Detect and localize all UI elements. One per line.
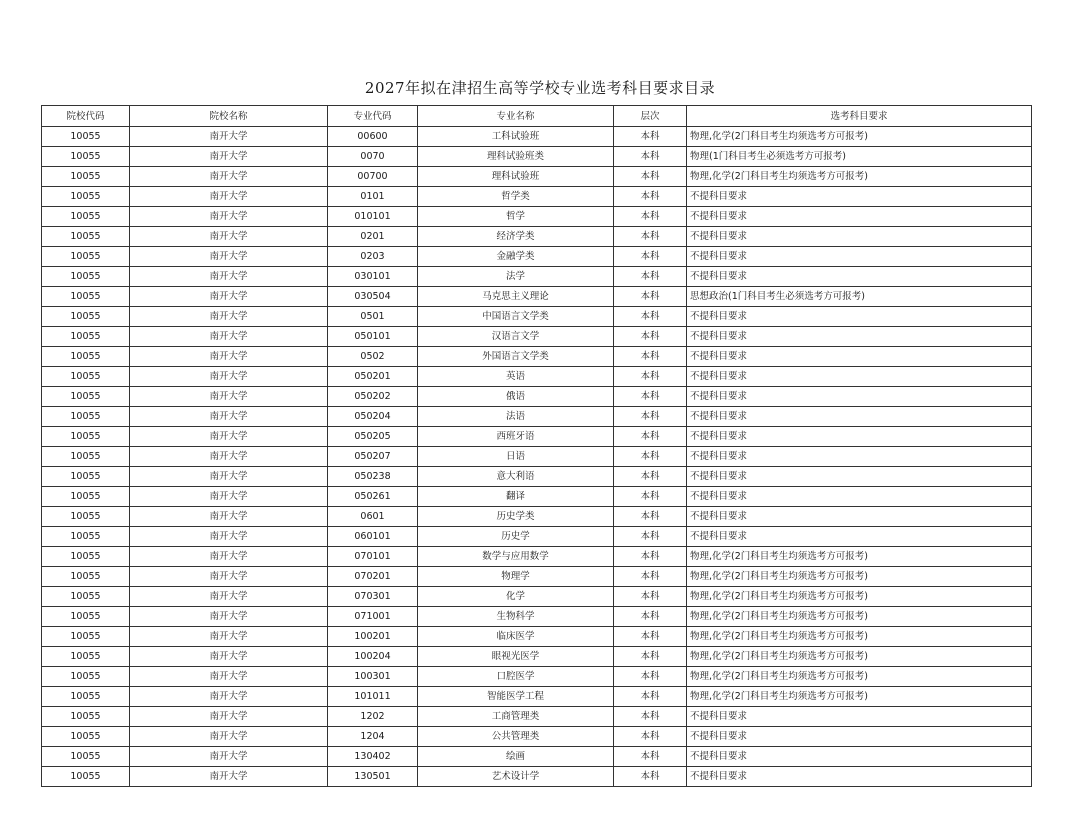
document-title: 2027年拟在津招生高等学校专业选考科目要求目录 [364, 79, 716, 97]
cell-institution-name: 南开大学 [130, 567, 328, 587]
cell-requirement: 不提科目要求 [687, 187, 1032, 207]
cell-major-code: 100301 [328, 667, 418, 687]
cell-institution-code: 10055 [42, 467, 130, 487]
cell-requirement: 不提科目要求 [687, 747, 1032, 767]
table-row [42, 747, 1032, 767]
cell-major-name: 马克思主义理论 [418, 287, 614, 307]
cell-level: 本科 [614, 367, 687, 387]
cell-requirement: 不提科目要求 [687, 707, 1032, 727]
cell-requirement: 思想政治(1门科目考生必须选考方可报考) [687, 287, 1032, 307]
cell-institution-name: 南开大学 [130, 547, 328, 567]
cell-institution-code: 10055 [42, 227, 130, 247]
cell-institution-code: 10055 [42, 587, 130, 607]
table-row [42, 167, 1032, 187]
cell-institution-name: 南开大学 [130, 327, 328, 347]
cell-level: 本科 [614, 647, 687, 667]
cell-major-name: 汉语言文学 [418, 327, 614, 347]
cell-institution-code: 10055 [42, 707, 130, 727]
cell-institution-name: 南开大学 [130, 307, 328, 327]
cell-institution-code: 10055 [42, 547, 130, 567]
cell-level: 本科 [614, 707, 687, 727]
cell-major-code: 0501 [328, 307, 418, 327]
cell-institution-name: 南开大学 [130, 207, 328, 227]
cell-requirement: 不提科目要求 [687, 427, 1032, 447]
table-row [42, 507, 1032, 527]
table-row [42, 547, 1032, 567]
cell-major-name: 公共管理类 [418, 727, 614, 747]
cell-major-name: 艺术设计学 [418, 767, 614, 787]
cell-institution-name: 南开大学 [130, 587, 328, 607]
cell-level: 本科 [614, 467, 687, 487]
cell-major-code: 050201 [328, 367, 418, 387]
cell-major-name: 绘画 [418, 747, 614, 767]
cell-requirement: 物理(1门科目考生必须选考方可报考) [687, 147, 1032, 167]
table-row [42, 147, 1032, 167]
table-row [42, 187, 1032, 207]
cell-level: 本科 [614, 547, 687, 567]
table-row [42, 227, 1032, 247]
cell-institution-code: 10055 [42, 247, 130, 267]
cell-major-code: 030101 [328, 267, 418, 287]
cell-institution-code: 10055 [42, 747, 130, 767]
cell-institution-code: 10055 [42, 287, 130, 307]
cell-major-name: 法学 [418, 267, 614, 287]
table-row [42, 467, 1032, 487]
cell-major-code: 130501 [328, 767, 418, 787]
cell-requirement: 物理,化学(2门科目考生均须选考方可报考) [687, 127, 1032, 147]
cell-institution-code: 10055 [42, 487, 130, 507]
cell-major-name: 英语 [418, 367, 614, 387]
table-row [42, 527, 1032, 547]
cell-level: 本科 [614, 727, 687, 747]
header-institution-code: 院校代码 [42, 106, 130, 127]
cell-level: 本科 [614, 427, 687, 447]
cell-institution-name: 南开大学 [130, 607, 328, 627]
cell-level: 本科 [614, 487, 687, 507]
cell-institution-code: 10055 [42, 167, 130, 187]
table-row [42, 387, 1032, 407]
cell-major-name: 数学与应用数学 [418, 547, 614, 567]
cell-requirement: 不提科目要求 [687, 367, 1032, 387]
cell-institution-code: 10055 [42, 147, 130, 167]
cell-institution-name: 南开大学 [130, 267, 328, 287]
cell-institution-name: 南开大学 [130, 647, 328, 667]
table-body [42, 127, 1032, 787]
cell-requirement: 不提科目要求 [687, 347, 1032, 367]
cell-major-code: 050101 [328, 327, 418, 347]
cell-major-code: 070201 [328, 567, 418, 587]
cell-major-name: 翻译 [418, 487, 614, 507]
cell-level: 本科 [614, 607, 687, 627]
cell-requirement: 物理,化学(2门科目考生均须选考方可报考) [687, 547, 1032, 567]
table-row [42, 407, 1032, 427]
cell-institution-code: 10055 [42, 507, 130, 527]
cell-requirement: 物理,化学(2门科目考生均须选考方可报考) [687, 667, 1032, 687]
cell-institution-name: 南开大学 [130, 667, 328, 687]
cell-institution-name: 南开大学 [130, 467, 328, 487]
cell-requirement: 不提科目要求 [687, 327, 1032, 347]
cell-major-name: 日语 [418, 447, 614, 467]
cell-level: 本科 [614, 127, 687, 147]
cell-level: 本科 [614, 187, 687, 207]
cell-requirement: 物理,化学(2门科目考生均须选考方可报考) [687, 607, 1032, 627]
cell-major-code: 060101 [328, 527, 418, 547]
table-row [42, 127, 1032, 147]
cell-institution-code: 10055 [42, 687, 130, 707]
table-row [42, 727, 1032, 747]
cell-institution-code: 10055 [42, 187, 130, 207]
cell-level: 本科 [614, 327, 687, 347]
cell-institution-name: 南开大学 [130, 287, 328, 307]
table-row [42, 327, 1032, 347]
table-row [42, 307, 1032, 327]
cell-institution-code: 10055 [42, 267, 130, 287]
cell-major-name: 俄语 [418, 387, 614, 407]
table-row [42, 447, 1032, 467]
cell-major-name: 口腔医学 [418, 667, 614, 687]
cell-major-name: 化学 [418, 587, 614, 607]
cell-requirement: 物理,化学(2门科目考生均须选考方可报考) [687, 567, 1032, 587]
cell-requirement: 不提科目要求 [687, 727, 1032, 747]
cell-requirement: 不提科目要求 [687, 247, 1032, 267]
cell-major-code: 00700 [328, 167, 418, 187]
cell-requirement: 物理,化学(2门科目考生均须选考方可报考) [687, 627, 1032, 647]
table-row [42, 627, 1032, 647]
cell-major-code: 0101 [328, 187, 418, 207]
cell-institution-code: 10055 [42, 527, 130, 547]
cell-requirement: 不提科目要求 [687, 227, 1032, 247]
cell-institution-code: 10055 [42, 307, 130, 327]
cell-level: 本科 [614, 207, 687, 227]
cell-institution-code: 10055 [42, 647, 130, 667]
cell-institution-code: 10055 [42, 327, 130, 347]
cell-institution-name: 南开大学 [130, 347, 328, 367]
table-row [42, 667, 1032, 687]
header-institution-name: 院校名称 [130, 106, 328, 127]
cell-major-code: 0070 [328, 147, 418, 167]
cell-institution-code: 10055 [42, 447, 130, 467]
cell-institution-name: 南开大学 [130, 767, 328, 787]
cell-institution-code: 10055 [42, 567, 130, 587]
cell-institution-code: 10055 [42, 127, 130, 147]
table-row [42, 267, 1032, 287]
cell-institution-name: 南开大学 [130, 427, 328, 447]
table-row [42, 607, 1032, 627]
header-row [42, 106, 1032, 127]
header-level: 层次 [614, 106, 687, 127]
table-row [42, 707, 1032, 727]
cell-level: 本科 [614, 767, 687, 787]
cell-institution-name: 南开大学 [130, 407, 328, 427]
table-row [42, 347, 1032, 367]
cell-level: 本科 [614, 527, 687, 547]
cell-major-code: 030504 [328, 287, 418, 307]
cell-major-name: 经济学类 [418, 227, 614, 247]
cell-requirement: 物理,化学(2门科目考生均须选考方可报考) [687, 587, 1032, 607]
cell-requirement: 不提科目要求 [687, 447, 1032, 467]
cell-institution-name: 南开大学 [130, 167, 328, 187]
cell-major-name: 历史学类 [418, 507, 614, 527]
table-row [42, 687, 1032, 707]
cell-institution-name: 南开大学 [130, 227, 328, 247]
cell-major-code: 0201 [328, 227, 418, 247]
cell-major-name: 法语 [418, 407, 614, 427]
cell-major-code: 050202 [328, 387, 418, 407]
cell-requirement: 不提科目要求 [687, 527, 1032, 547]
cell-major-code: 071001 [328, 607, 418, 627]
cell-major-code: 1204 [328, 727, 418, 747]
cell-requirement: 不提科目要求 [687, 507, 1032, 527]
cell-level: 本科 [614, 147, 687, 167]
cell-major-code: 101011 [328, 687, 418, 707]
cell-institution-code: 10055 [42, 667, 130, 687]
table-row [42, 207, 1032, 227]
cell-major-name: 历史学 [418, 527, 614, 547]
cell-institution-code: 10055 [42, 387, 130, 407]
cell-major-code: 010101 [328, 207, 418, 227]
cell-major-name: 生物科学 [418, 607, 614, 627]
cell-major-name: 哲学 [418, 207, 614, 227]
table-row [42, 287, 1032, 307]
cell-institution-name: 南开大学 [130, 707, 328, 727]
cell-requirement: 不提科目要求 [687, 307, 1032, 327]
cell-major-code: 050261 [328, 487, 418, 507]
cell-institution-name: 南开大学 [130, 367, 328, 387]
cell-level: 本科 [614, 287, 687, 307]
cell-institution-code: 10055 [42, 407, 130, 427]
cell-major-code: 0502 [328, 347, 418, 367]
cell-institution-name: 南开大学 [130, 127, 328, 147]
table-row [42, 567, 1032, 587]
header-major-name: 专业名称 [418, 106, 614, 127]
cell-major-name: 工科试验班 [418, 127, 614, 147]
cell-major-code: 070301 [328, 587, 418, 607]
cell-institution-code: 10055 [42, 767, 130, 787]
cell-level: 本科 [614, 167, 687, 187]
cell-major-code: 100201 [328, 627, 418, 647]
cell-requirement: 不提科目要求 [687, 487, 1032, 507]
cell-institution-name: 南开大学 [130, 507, 328, 527]
cell-institution-name: 南开大学 [130, 187, 328, 207]
cell-major-name: 中国语言文学类 [418, 307, 614, 327]
table-row [42, 427, 1032, 447]
table-row [42, 247, 1032, 267]
cell-level: 本科 [614, 587, 687, 607]
cell-level: 本科 [614, 247, 687, 267]
cell-institution-code: 10055 [42, 627, 130, 647]
cell-major-code: 100204 [328, 647, 418, 667]
cell-institution-name: 南开大学 [130, 247, 328, 267]
cell-requirement: 物理,化学(2门科目考生均须选考方可报考) [687, 647, 1032, 667]
cell-major-code: 050207 [328, 447, 418, 467]
cell-institution-name: 南开大学 [130, 747, 328, 767]
cell-institution-name: 南开大学 [130, 147, 328, 167]
cell-level: 本科 [614, 687, 687, 707]
cell-major-code: 0601 [328, 507, 418, 527]
table-header [42, 106, 1032, 127]
cell-major-code: 1202 [328, 707, 418, 727]
cell-institution-name: 南开大学 [130, 387, 328, 407]
cell-level: 本科 [614, 507, 687, 527]
cell-major-name: 智能医学工程 [418, 687, 614, 707]
cell-major-code: 050238 [328, 467, 418, 487]
cell-major-name: 理科试验班类 [418, 147, 614, 167]
cell-major-name: 眼视光医学 [418, 647, 614, 667]
cell-requirement: 物理,化学(2门科目考生均须选考方可报考) [687, 687, 1032, 707]
cell-institution-name: 南开大学 [130, 727, 328, 747]
cell-level: 本科 [614, 747, 687, 767]
cell-major-name: 理科试验班 [418, 167, 614, 187]
cell-level: 本科 [614, 307, 687, 327]
cell-institution-code: 10055 [42, 347, 130, 367]
cell-major-name: 金融学类 [418, 247, 614, 267]
cell-requirement: 不提科目要求 [687, 387, 1032, 407]
cell-requirement: 不提科目要求 [687, 467, 1032, 487]
cell-level: 本科 [614, 407, 687, 427]
table-row [42, 647, 1032, 667]
cell-level: 本科 [614, 227, 687, 247]
header-major-code: 专业代码 [328, 106, 418, 127]
cell-level: 本科 [614, 627, 687, 647]
cell-institution-code: 10055 [42, 367, 130, 387]
cell-major-code: 070101 [328, 547, 418, 567]
cell-major-code: 050204 [328, 407, 418, 427]
cell-requirement: 物理,化学(2门科目考生均须选考方可报考) [687, 167, 1032, 187]
cell-institution-name: 南开大学 [130, 527, 328, 547]
cell-institution-name: 南开大学 [130, 627, 328, 647]
cell-level: 本科 [614, 387, 687, 407]
cell-institution-name: 南开大学 [130, 487, 328, 507]
cell-level: 本科 [614, 567, 687, 587]
cell-institution-name: 南开大学 [130, 447, 328, 467]
cell-requirement: 不提科目要求 [687, 207, 1032, 227]
cell-requirement: 不提科目要求 [687, 407, 1032, 427]
cell-major-name: 意大利语 [418, 467, 614, 487]
cell-major-code: 0203 [328, 247, 418, 267]
cell-major-name: 物理学 [418, 567, 614, 587]
header-requirement: 选考科目要求 [687, 106, 1032, 127]
cell-level: 本科 [614, 447, 687, 467]
cell-institution-code: 10055 [42, 727, 130, 747]
cell-level: 本科 [614, 667, 687, 687]
table-row [42, 767, 1032, 787]
cell-major-name: 工商管理类 [418, 707, 614, 727]
requirements-table [41, 105, 1032, 787]
cell-institution-name: 南开大学 [130, 687, 328, 707]
table-row [42, 367, 1032, 387]
cell-major-name: 外国语言文学类 [418, 347, 614, 367]
cell-major-name: 临床医学 [418, 627, 614, 647]
cell-major-code: 050205 [328, 427, 418, 447]
cell-major-code: 00600 [328, 127, 418, 147]
table-row [42, 587, 1032, 607]
cell-level: 本科 [614, 347, 687, 367]
cell-major-name: 西班牙语 [418, 427, 614, 447]
cell-major-code: 130402 [328, 747, 418, 767]
cell-requirement: 不提科目要求 [687, 267, 1032, 287]
cell-institution-code: 10055 [42, 207, 130, 227]
cell-requirement: 不提科目要求 [687, 767, 1032, 787]
cell-level: 本科 [614, 267, 687, 287]
cell-institution-code: 10055 [42, 427, 130, 447]
table-row [42, 487, 1032, 507]
cell-institution-code: 10055 [42, 607, 130, 627]
cell-major-name: 哲学类 [418, 187, 614, 207]
